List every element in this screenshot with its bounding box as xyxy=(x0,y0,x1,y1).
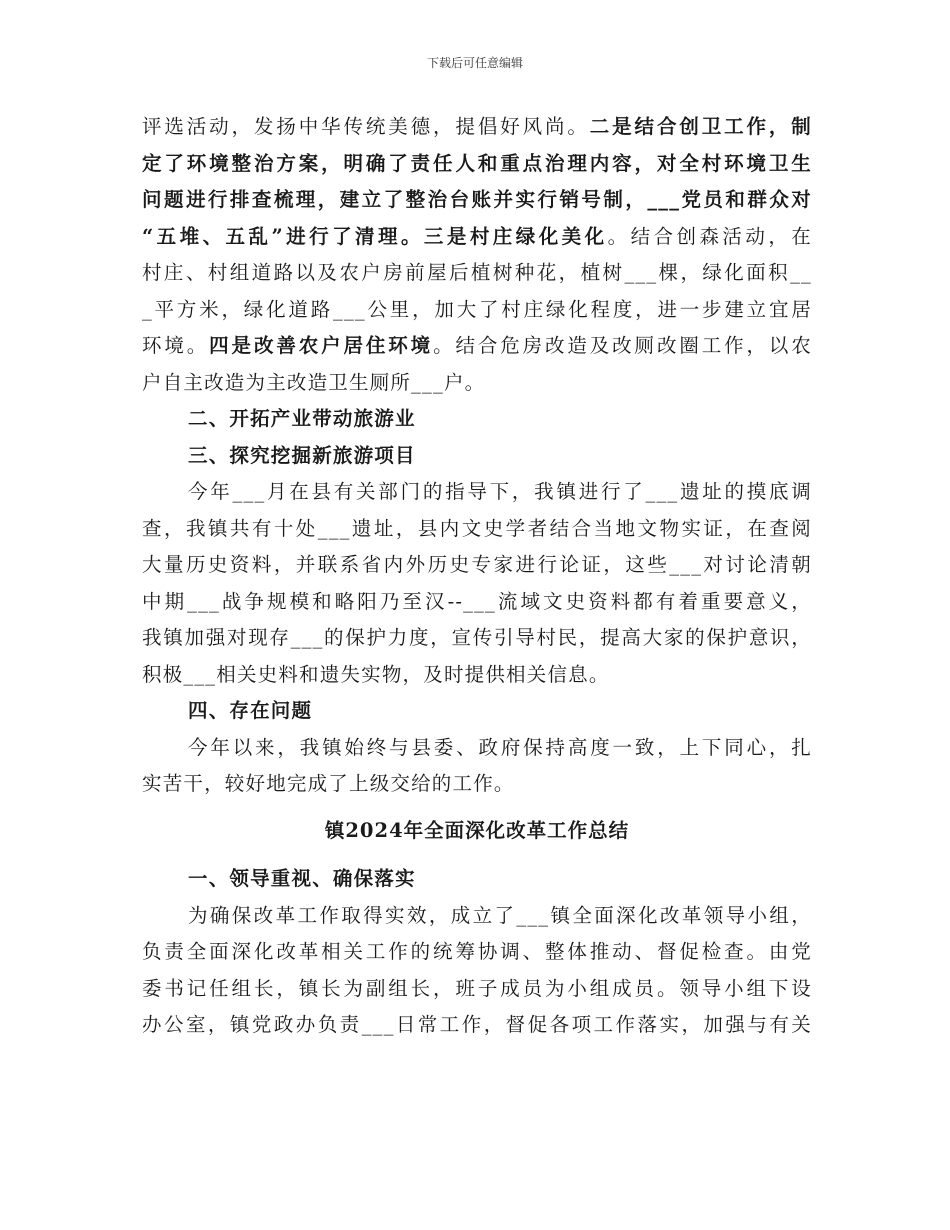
section-heading: 三、探究挖掘新旅游项目 xyxy=(188,443,416,467)
document-body xyxy=(142,109,812,1044)
paragraph-line: 实苦干，较好地完成了上级交给的工作。 xyxy=(142,772,515,795)
text-line: _平方米，绿化道路___公里，加大了村庄绿化程度，进一步建立宜居 xyxy=(142,297,812,321)
paragraph-line: 中期___战争规模和略阳乃至汉--___流域文史资料都有着重要意义， xyxy=(142,589,812,613)
paragraph-line: 委书记任组长，镇长为副组长，班子成员为小组成员。领导小组下设 xyxy=(142,976,812,1000)
section-heading: 二、开拓产业带动旅游业 xyxy=(188,407,416,430)
page-header: 下载后可任意编辑 xyxy=(426,56,523,70)
text-line: 村庄、村组道路以及农户房前屋后植树种花，植树___棵，绿化面积__ xyxy=(142,261,812,284)
text-line: 户自主改造为主改造卫生厕所___户。 xyxy=(142,370,486,394)
paragraph-line: 我镇加强对现存___的保护力度，宣传引导村民，提高大家的保护意识， xyxy=(142,626,812,649)
text-line: “五堆、五乱”进行了清理。三是村庄绿化美化。结合创森活动，在 xyxy=(142,224,812,248)
text-line: 评选活动，发扬中华传统美德，提倡好风尚。二是结合创卫工作，制 xyxy=(142,115,812,138)
text-line: 问题进行排查梳理，建立了整治台账并实行销号制，___党员和群众对 xyxy=(142,188,812,211)
paragraph-line: 积极___相关史料和遗失实物，及时提供相关信息。 xyxy=(142,662,610,686)
text-line: 环境。四是改善农户居住环境。结合危房改造及改厕改圈工作，以农 xyxy=(142,334,812,357)
section-heading: 四、存在问题 xyxy=(188,699,313,722)
paragraph-line: 办公室，镇党政办负责___日常工作，督促各项工作落实，加强与有关 xyxy=(142,1013,812,1036)
section-heading: 一、领导重视、确保落实 xyxy=(188,867,416,890)
paragraph-line: 为确保改革工作取得实效，成立了___镇全面深化改革领导小组， xyxy=(188,903,812,927)
document-title: 镇2024年全面深化改革工作总结 xyxy=(324,818,630,842)
paragraph-line: 大量历史资料，并联系省内外历史专家进行论证，这些___对讨论清朝 xyxy=(142,553,812,576)
paragraph-line: 今年以来，我镇始终与县委、政府保持高度一致，上下同心，扎 xyxy=(188,735,812,759)
paragraph-line: 负责全面深化改革相关工作的统筹协调、整体推动、督促检查。由党 xyxy=(142,940,812,963)
paragraph-line: 今年___月在县有关部门的指导下，我镇进行了___遗址的摸底调 xyxy=(188,480,812,503)
paragraph-line: 查，我镇共有十处___遗址，县内文史学者结合当地文物实证，在查阅 xyxy=(142,516,812,540)
text-line: 定了环境整治方案，明确了责任人和重点治理内容，对全村环境卫生 xyxy=(142,151,812,175)
